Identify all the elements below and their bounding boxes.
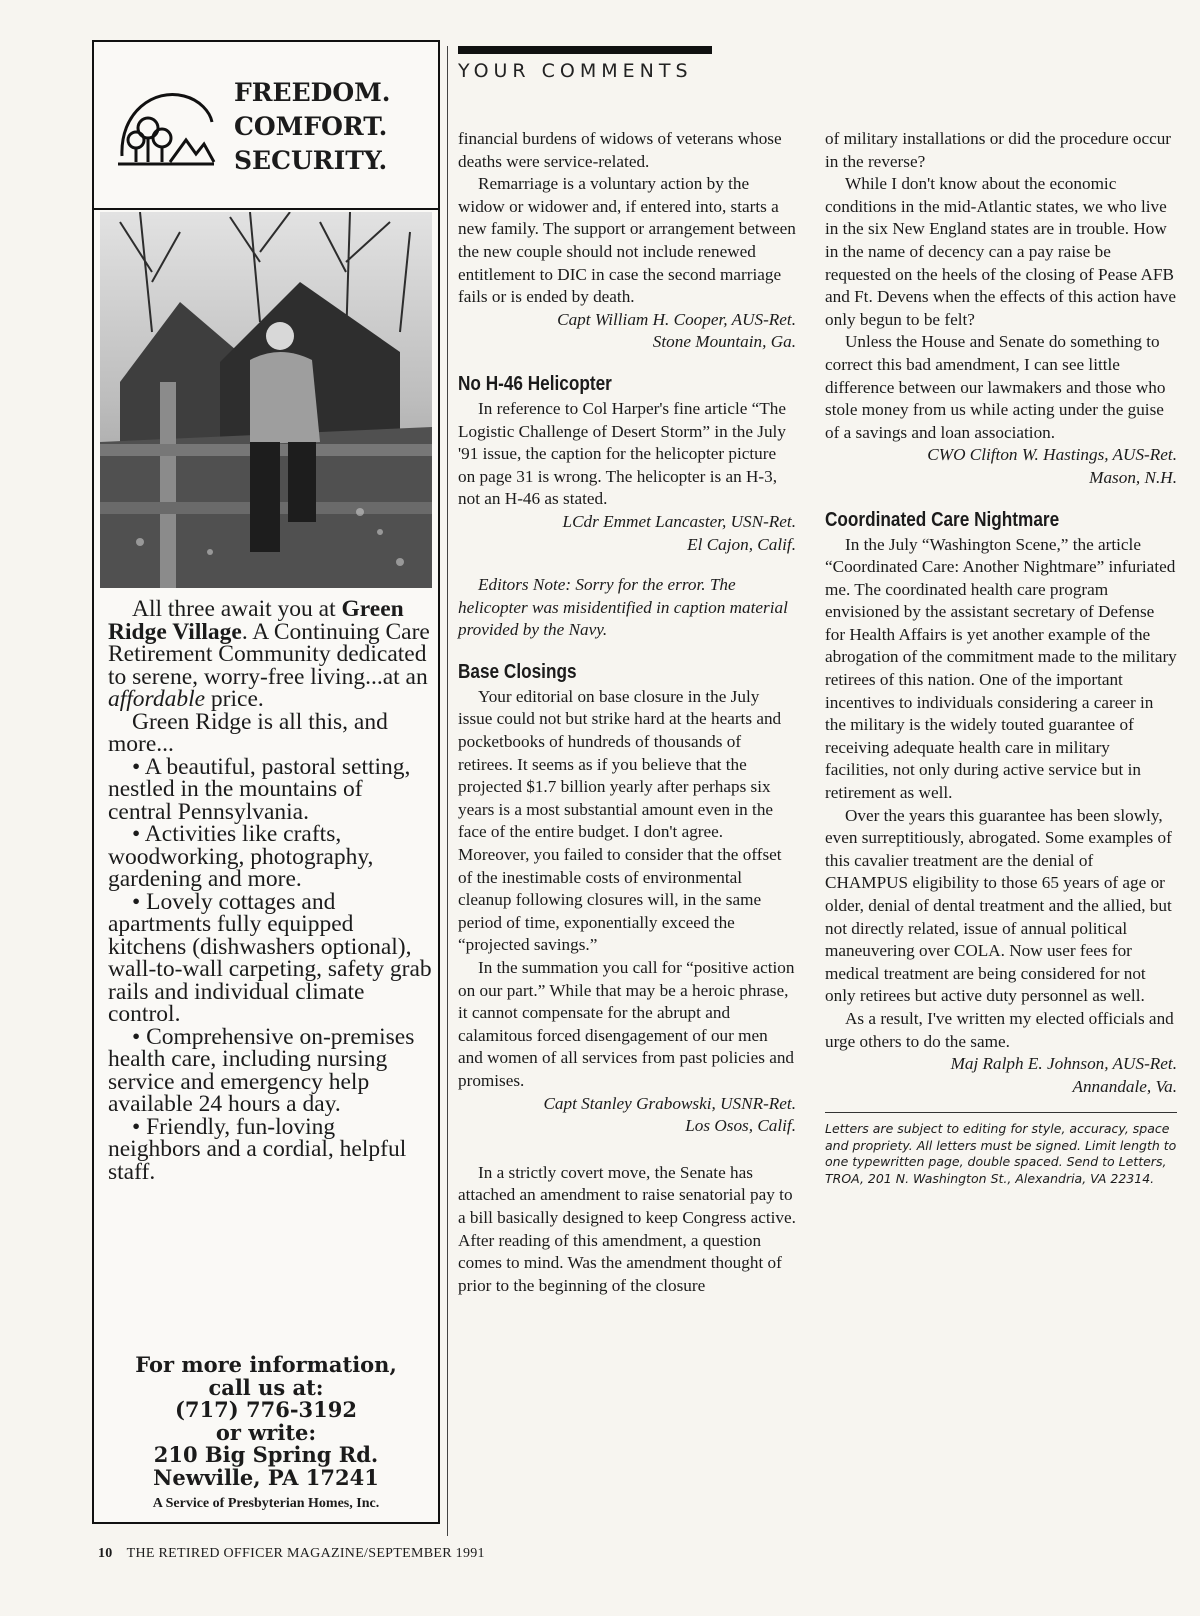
contact-line: or write: [215, 1419, 317, 1445]
slogan-security: SECURITY. [234, 146, 388, 175]
page-number: 10 [98, 1546, 113, 1561]
letter-paragraph: While I don't know about the economic conditions in the mid-Atlantic states, we who live in the six New England states are in trouble. How in the name of decency can a pay raise be requested on the heels of the closing of Pease AFB and Ft. Devens when the effects of this action have only begun to be felt? [825, 174, 1176, 329]
ad-bullet: • Activities like crafts, woodworking, photography, gardening and more. [108, 821, 374, 892]
signature-name: LCdr Emmet Lancaster, USN-Ret. [562, 511, 796, 531]
signature-name: CWO Clifton W. Hastings, AUS-Ret. [927, 445, 1177, 465]
section-label: YOUR COMMENTS [458, 60, 693, 82]
letter-paragraph: Your editorial on base closure in the July issue could not but strike hard at the hearts and pocketbooks of hundreds of thousands of retirees. It seems as if you believe that the projected $1.7 billion yearly after perhaps six years is a most substantial amount even in the face of the entire budget. I don't agree. Moreover, you failed to consider that the offset of the inestimable costs of environmental cleanup following closures will, in the same period of time, exponentially exceed the “projected savings.” [458, 686, 782, 955]
village-name: Green Ridge Village [108, 596, 404, 645]
letter-paragraph: Unless the House and Senate do something to correct this bad amendment, I can see little difference between our lawmakers and those who stole money from us while acting under the guise of a savings and loan association. [825, 332, 1166, 442]
section-rule [458, 46, 712, 54]
publication-line: THE RETIRED OFFICER MAGAZINE/SEPTEMBER 1991 [126, 1546, 485, 1561]
ad-photo [100, 212, 432, 588]
letters-policy: Letters are subject to editing for style, accuracy, space and propriety. All letters must be signed. Limit length to one typewritten page, double spaced. Send to Letters, TROA, 201 N. Washington St., Alexandria, VA 22314. [825, 1121, 1177, 1186]
fine-print-rule [825, 1112, 1177, 1113]
signature-place: Stone Mountain, Ga. [652, 332, 796, 352]
contact-line: For more information, [135, 1352, 397, 1377]
letter-heading: No H-46 Helicopter [458, 372, 612, 395]
city-address: Newville, PA 17241 [153, 1464, 379, 1490]
signature-place: Mason, N.H. [1089, 467, 1177, 487]
letter-paragraph: Remarriage is a voluntary action by the widow or widower and, if entered into, starts a new family. The support or arrangement between the new couple should not include renewed entitlement to DIC in case the second marriage fails or is ended by death. [458, 174, 796, 307]
ad-header [94, 42, 438, 210]
advertisement [92, 40, 440, 1524]
page-footer [98, 1546, 485, 1562]
green-ridge-logo-icon [114, 82, 218, 172]
editors-note: Editors Note: Sorry for the error. The helicopter was misidentified in caption material provided by the Navy. [458, 575, 788, 640]
letters-column-1 [458, 128, 796, 1297]
signature-place: Los Osos, Calif. [685, 1116, 796, 1136]
letters-column-2 [825, 128, 1177, 1187]
ad-bullet: • Lovely cottages and apartments fully equipped kitchens (dishwashers optional), wall-to-wall carpeting, safety grab rails and individual climate control. [108, 888, 432, 1027]
ad-body [108, 598, 432, 1183]
spacer [458, 1138, 796, 1162]
letter-heading: Coordinated Care Nightmare [825, 508, 1060, 531]
ad-slogan [234, 76, 390, 178]
street-address: 210 Big Spring Rd. [153, 1442, 379, 1467]
ad-contact [100, 1354, 432, 1513]
signature-name: Maj Ralph E. Johnson, AUS-Ret. [950, 1054, 1177, 1074]
ad-bullet: • A beautiful, pastoral setting, nestled in the mountains of central Pennsylvania. [108, 753, 411, 825]
column-divider [447, 46, 448, 1536]
letter-paragraph: of military installations or did the procedure occur in the reverse? [825, 129, 1172, 171]
signature-name: Capt William H. Cooper, AUS-Ret. [557, 309, 796, 329]
letter-paragraph: Over the years this guarantee has been slowly, even surreptitiously, abrogated. Some examples of this cavalier treatment are the denial of CHAMPUS eligibility to those 65 years of age or older, denial of dental treatment and the allied, but not directly related, issue of annual political maneuvering over COLA. Now user fees for medical treatment are being considered for not only retirees but active duty personnel as well. [825, 805, 1172, 1006]
letter-paragraph: financial burdens of widows of veterans whose deaths were service-related. [458, 129, 782, 171]
slogan-comfort: COMFORT. [234, 112, 388, 141]
ad-bullet: • Friendly, fun-loving neighbors and a cordial, helpful staff. [108, 1113, 407, 1185]
signature-place: Annandale, Va. [1072, 1076, 1177, 1096]
signature-name: Capt Stanley Grabowski, USNR-Ret. [543, 1093, 796, 1113]
ad-bullet: • Comprehensive on-premises health care, including nursing service and emergency help available 24 hours a day. [108, 1023, 415, 1117]
letter-paragraph: In a strictly covert move, the Senate has attached an amendment to raise senatorial pay to a bill basically designed to keep Congress active. After reading of this amendment, a question comes to mind. Was the amendment thought of prior to the beginning of the closure [458, 1162, 796, 1295]
letter-paragraph: In the July “Washington Scene,” the article “Coordinated Care: Another Nightmare” infuriated me. The coordinated health care program envisioned by the assistant secretary of Defense for Health Affairs is yet another example of the abrogation of the commitment made to the military retirees of this nation. One of the important incentives to individuals considering a career in the military is the widely touted guarantee of receiving adequate health care in military facilities, not only during active service but in retirement as well. [825, 534, 1177, 803]
intro-rest: . A Continuing Care Retirement Community dedicated to serene, worry-free living...at an [108, 618, 430, 690]
slogan-freedom: FREEDOM. [234, 78, 391, 107]
contact-line: call us at: [208, 1374, 324, 1400]
price-word: price. [210, 686, 264, 712]
ad-intro [108, 598, 432, 711]
service-line: A Service of Presbyterian Homes, Inc. [152, 1496, 380, 1511]
affordable-word: affordable [108, 686, 206, 712]
letter-heading: Base Closings [458, 660, 577, 683]
phone-number: (717) 776-3192 [174, 1397, 358, 1422]
signature-place: El Cajon, Calif. [687, 534, 796, 554]
letter-paragraph: In reference to Col Harper's fine article “The Logistic Challenge of Desert Storm” in the July '91 issue, the caption for the helicopter picture on page 31 is wrong. The helicopter is an H-3, not an H-46 as stated. [458, 398, 787, 509]
letter-paragraph: As a result, I've written my elected officials and urge others to do the same. [825, 1008, 1174, 1051]
letter-paragraph: In the summation you call for “positive action on our part.” While that may be a heroic phrase, it cannot compensate for the abrupt and calamitous forced disengagement of our men and women of all services from past policies and promises. [458, 958, 795, 1090]
ad-tagline: Green Ridge is all this, and more... [108, 708, 388, 757]
intro-text: All three await you at [132, 596, 336, 622]
